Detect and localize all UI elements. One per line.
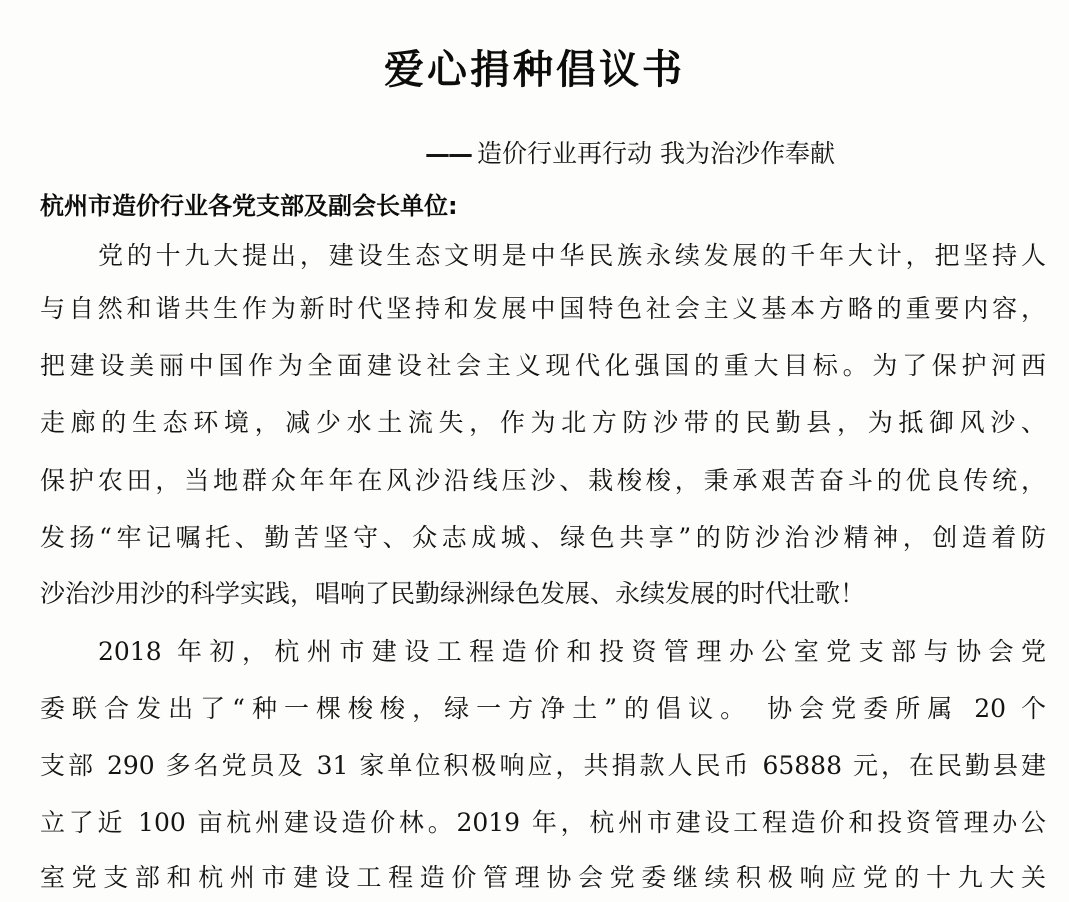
paragraph-1-line-3: 把建设美丽中国作为全面建设社会主义现代化强国的重大目标。为了保护河西 <box>40 351 1046 380</box>
paragraph-1-line-1: 党的十九大提出，建设生态文明是中华民族永续发展的千年大计，把坚持人 <box>98 241 1046 270</box>
paragraph-1-line-5: 保护农田，当地群众年年在风沙沿线压沙、栽梭梭，秉承艰苦奋斗的优良传统， <box>40 466 1046 495</box>
paragraph-1-line-2: 与自然和谐共生作为新时代坚持和发展中国特色社会主义基本方略的重要内容， <box>40 294 1046 323</box>
paragraph-1-line-7: 沙治沙用沙的科学实践，唱响了民勤绿洲绿色发展、永续发展的时代壮歌！ <box>40 579 866 608</box>
document-title: 爱心捐种倡议书 <box>384 47 685 93</box>
paragraph-2-line-5: 室党支部和杭州市建设工程造价管理协会党委继续积极响应党的十九大关 <box>40 863 1046 892</box>
paragraph-2-line-3: 支部 290 多名党员及 31 家单位积极响应，共捐款人民币 65888 元，在民勤县建 <box>40 751 1046 780</box>
subtitle-dash: —— <box>425 139 471 168</box>
paragraph-2-line-1: 2018 年初，杭州市建设工程造价和投资管理办公室党支部与协会党 <box>98 637 1046 666</box>
salutation: 杭州市造价行业各党支部及副会长单位: <box>40 192 458 220</box>
paragraph-1-line-4: 走廊的生态环境，减少水土流失，作为北方防沙带的民勤县，为抵御风沙、 <box>40 408 1046 437</box>
subtitle-text: 造价行业再行动 我为治沙作奉献 <box>477 139 835 168</box>
paragraph-2-line-4: 立了近 100 亩杭州建设造价林。2019 年，杭州市建设工程造价和投资管理办公 <box>40 808 1046 837</box>
paragraph-1-line-6: 发扬“牢记嘱托、勤苦坚守、众志成城、绿色共享”的防沙治沙精神，创造着防 <box>40 523 1046 552</box>
paragraph-2-line-2: 委联合发出了“种一棵梭梭，绿一方净土”的倡议。 协会党委所属 20 个 <box>40 694 1046 723</box>
document-subtitle <box>425 136 1065 172</box>
